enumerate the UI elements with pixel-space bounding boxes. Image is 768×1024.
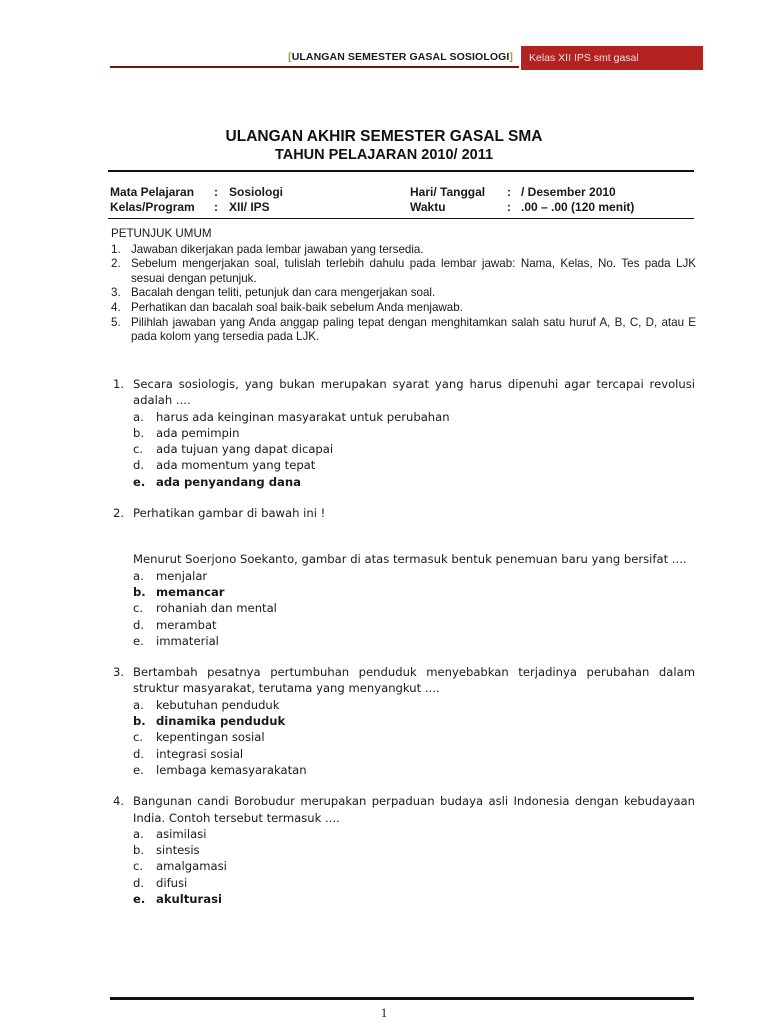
option-text: ada momentum yang tepat [156, 458, 316, 473]
option-c [133, 729, 695, 745]
option-letter: a. [133, 409, 144, 424]
option-letter: b. [133, 714, 146, 729]
option-a [133, 568, 695, 584]
page-number: 1 [380, 1005, 388, 1020]
option-d [133, 746, 695, 762]
hari-value: / Desember 2010 [521, 185, 616, 199]
info-divider [108, 218, 694, 219]
question-number: 1. [113, 377, 125, 391]
instructions-title: PETUNJUK UMUM [111, 227, 212, 240]
instruction-text: Pilihlah jawaban yang Anda anggap paling tepat dengan menghitamkan salah satu huruf A, B, C, D, atau E pada kolom yang tersedia pada LJK. [131, 315, 696, 344]
option-d [133, 875, 695, 891]
option-text: asimilasi [156, 826, 207, 841]
instruction-number: 5. [111, 315, 121, 329]
option-text: rohaniah dan mental [156, 601, 277, 616]
question-3 [113, 664, 695, 778]
instruction-item [111, 243, 696, 258]
question-1 [113, 376, 695, 490]
option-text: memancar [156, 584, 225, 599]
option-letter: e. [133, 474, 146, 489]
option-list [133, 697, 695, 778]
option-text: kebutuhan penduduk [156, 697, 280, 712]
option-text: ada pemimpin [156, 425, 240, 440]
option-letter: c. [133, 859, 144, 874]
option-c [133, 600, 695, 616]
instruction-text: Perhatikan dan bacalah soal baik-baik sebelum Anda menjawab. [131, 300, 463, 314]
kelas-label: Kelas/Program [110, 200, 195, 214]
option-letter: a. [133, 697, 144, 712]
question-text: Perhatikan gambar di bawah ini ! [133, 506, 326, 521]
option-list [133, 409, 695, 490]
option-text: immaterial [156, 633, 219, 648]
instruction-item [111, 316, 696, 345]
option-letter: b. [133, 584, 146, 599]
option-letter: e. [133, 762, 144, 777]
option-letter: a. [133, 826, 144, 841]
instruction-number: 2. [111, 257, 121, 271]
option-a [133, 826, 695, 842]
instruction-number: 3. [111, 286, 121, 300]
mapel-label: Mata Pelajaran [110, 185, 195, 199]
option-a [133, 697, 695, 713]
instruction-number: 4. [111, 300, 121, 314]
title-divider [108, 170, 694, 172]
instruction-text: Jawaban dikerjakan pada lembar jawaban yang tersedia. [131, 242, 424, 256]
option-c [133, 858, 695, 874]
question-list [113, 376, 695, 922]
question-text: Bertambah pesatnya pertumbuhan penduduk menyebabkan terjadinya perubahan dalam struktur masyarakat, terutama yang menyangkut .... [133, 665, 695, 696]
option-letter: d. [133, 617, 145, 632]
header-title-box [110, 46, 519, 68]
exam-year: TAHUN PELAJARAN 2010/ 2011 [274, 147, 494, 163]
option-e-answer [133, 891, 695, 907]
hari-label: Hari/ Tanggal [410, 185, 486, 199]
option-c [133, 441, 695, 457]
waktu-label: Waktu [410, 200, 446, 214]
option-text: sintesis [156, 843, 200, 858]
option-letter: d. [133, 458, 145, 473]
option-letter: a. [133, 568, 144, 583]
option-letter: c. [133, 601, 144, 616]
question-text-continued: Menurut Soerjono Soekanto, gambar di atas termasuk bentuk penemuan baru yang bersifat .... [133, 552, 687, 567]
option-text: akulturasi [156, 892, 222, 907]
kelas-value: XII/ IPS [229, 200, 270, 214]
missing-image-area [133, 521, 695, 551]
instruction-text: Sebelum mengerjakan soal, tulislah terlebih dahulu pada lembar jawab: Nama, Kelas, No. Tes pada LJK sesuai dengan petunjuk. [131, 257, 696, 285]
question-number: 3. [113, 665, 125, 680]
option-d [133, 617, 695, 633]
question-text: Bangunan candi Borobudur merupakan perpaduan budaya asli Indonesia dengan kebudayaan India. Contoh tersebut termasuk .... [133, 794, 695, 825]
waktu-value: .00 – .00 (120 menit) [521, 200, 635, 214]
option-letter: c. [133, 730, 144, 745]
option-e [133, 633, 695, 649]
footer-divider [110, 997, 694, 1000]
option-text: difusi [156, 875, 188, 890]
option-a [133, 409, 695, 425]
instruction-item [111, 286, 696, 301]
question-2 [113, 505, 695, 649]
header-title: ULANGAN SEMESTER GASAL SOSIOLOGI [291, 51, 510, 63]
question-number: 2. [113, 506, 125, 521]
option-text: menjalar [156, 568, 208, 583]
option-letter: b. [133, 425, 145, 440]
question-text: Secara sosiologis, yang bukan merupakan syarat yang harus dipenuhi agar tercapai revolusi adalah .... [133, 377, 695, 408]
option-text: lembaga kemasyarakatan [156, 762, 307, 777]
exam-title: ULANGAN AKHIR SEMESTER GASAL SMA [225, 128, 543, 145]
question-number: 4. [113, 794, 125, 809]
header-bracket-open: [ [288, 51, 292, 63]
option-d [133, 457, 695, 473]
option-b-answer [133, 713, 695, 729]
instruction-item [111, 301, 696, 316]
option-text: dinamika penduduk [156, 714, 286, 729]
option-letter: d. [133, 875, 145, 890]
question-4 [113, 793, 695, 907]
instructions [111, 227, 696, 345]
option-text: integrasi sosial [156, 746, 244, 761]
option-letter: c. [133, 442, 144, 457]
option-list [133, 826, 695, 907]
option-letter: e. [133, 633, 144, 648]
header-class-tag: Kelas XII IPS smt gasal [521, 46, 703, 70]
option-text: amalgamasi [156, 859, 227, 874]
instruction-number: 1. [111, 242, 121, 256]
option-list [133, 568, 695, 649]
instruction-item [111, 257, 696, 286]
option-text: harus ada keinginan masyarakat untuk perubahan [156, 409, 450, 424]
running-header [110, 46, 703, 70]
option-letter: b. [133, 843, 145, 858]
header-bracket-close: ] [509, 51, 513, 63]
mapel-value: Sosiologi [229, 185, 283, 199]
option-letter: e. [133, 892, 146, 907]
kelas-separator: : [214, 200, 218, 214]
instruction-text: Bacalah dengan teliti, petunjuk dan cara mengerjakan soal. [131, 286, 436, 300]
option-e [133, 762, 695, 778]
option-e-answer [133, 474, 695, 490]
option-text: kepentingan sosial [156, 730, 265, 745]
option-text: merambat [156, 617, 217, 632]
option-text: ada tujuan yang dapat dicapai [156, 442, 334, 457]
option-b [133, 425, 695, 441]
mapel-separator: : [214, 185, 218, 199]
option-b [133, 842, 695, 858]
option-text: ada penyandang dana [156, 474, 301, 489]
instructions-list [111, 243, 696, 345]
option-b-answer [133, 584, 695, 600]
option-letter: d. [133, 746, 145, 761]
hari-separator: : [507, 185, 511, 199]
waktu-separator: : [507, 200, 511, 214]
